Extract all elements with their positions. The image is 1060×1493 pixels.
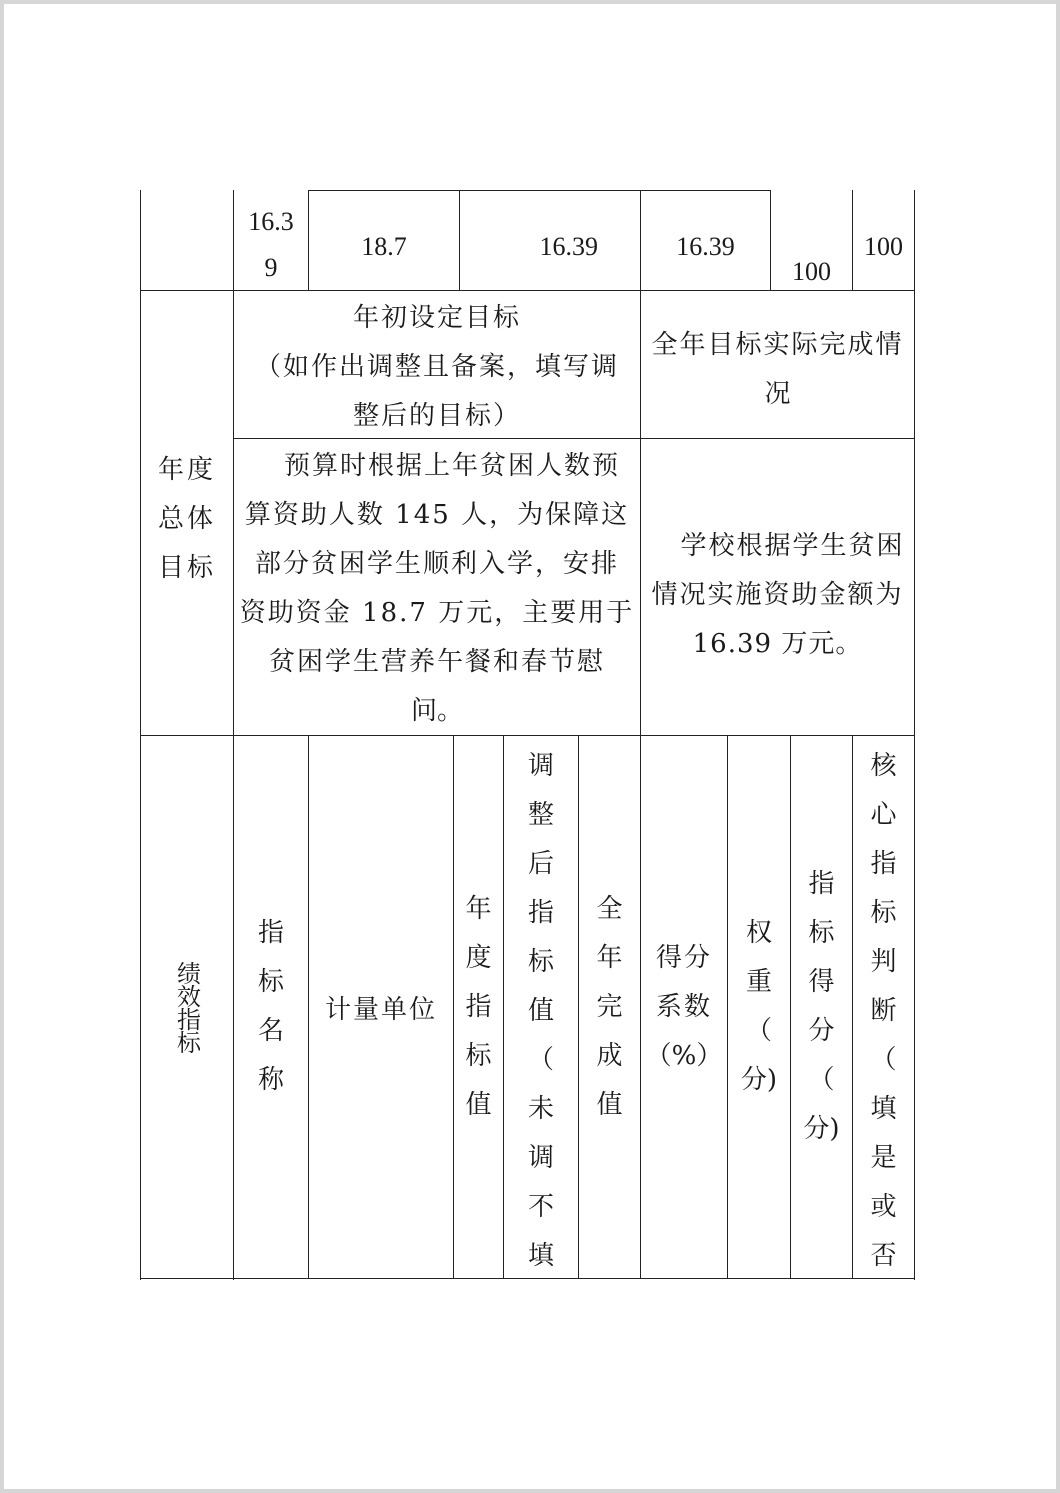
value-cell-4 xyxy=(641,191,770,291)
table-rule xyxy=(233,438,915,439)
value-1-line1: 16.3 xyxy=(248,207,294,236)
value-4: 16.39 xyxy=(676,232,735,261)
score-char-3: 得 xyxy=(808,967,835,997)
annual-actual-line2: 情况实施资助金额为 xyxy=(651,579,904,610)
value-5: 100 xyxy=(792,257,831,286)
annual-value-char-1: 年 xyxy=(465,893,492,924)
annual-label-line1: 年度 xyxy=(157,454,216,485)
value-3: 16.39 xyxy=(539,232,598,261)
annual-initial-line5: 贫困学生营养午餐和春节慰 xyxy=(268,647,605,677)
core-char-8: 填 xyxy=(870,1094,897,1124)
annual-target-actual-text xyxy=(641,520,914,670)
indicator-score-header xyxy=(791,736,852,1278)
annual-initial-line1: 预算时根据上年贫困人数预 xyxy=(283,451,620,481)
adjusted-char-11: 填 xyxy=(527,1241,554,1271)
annual-label-line3: 目标 xyxy=(157,552,216,583)
core-char-2: 心 xyxy=(870,800,897,830)
score-coefficient-header xyxy=(641,736,727,1278)
annual-actual-line3: 16.39 万元。 xyxy=(692,628,863,659)
completed-char-3: 完 xyxy=(596,991,623,1022)
initial-target-line2: （如作出调整且备案，填写调 xyxy=(254,351,619,382)
adjusted-char-4: 指 xyxy=(527,898,554,928)
completed-char-5: 值 xyxy=(596,1089,623,1120)
annual-value-char-5: 值 xyxy=(465,1089,492,1120)
value-cell-5 xyxy=(771,191,852,291)
annual-value-char-4: 标 xyxy=(465,1040,492,1071)
annual-actual-line1: 学校根据学生贫困 xyxy=(680,530,905,561)
value-cell-3 xyxy=(460,191,640,291)
value-1-line2: 9 xyxy=(264,253,278,282)
annual-label-line2: 总体 xyxy=(157,503,216,534)
core-char-11: 否 xyxy=(870,1241,897,1271)
weight-char-1: 权 xyxy=(745,918,772,948)
value-cell-6 xyxy=(853,191,914,291)
value-6: 100 xyxy=(864,232,903,261)
initial-target-header xyxy=(234,296,640,438)
actual-completion-line2: 况 xyxy=(764,379,791,409)
adjusted-char-7: （ xyxy=(527,1045,554,1075)
annual-initial-line3: 部分贫困学生顺利入学，安排 xyxy=(254,549,619,579)
core-char-4: 标 xyxy=(870,898,897,928)
annual-target-label xyxy=(141,444,233,594)
indicator-name-header xyxy=(234,736,308,1278)
score-char-4: 分 xyxy=(808,1016,835,1046)
coef-line2: 系数 xyxy=(655,991,712,1022)
annual-initial-line4: 资助资金 18.7 万元，主要用于 xyxy=(239,598,635,628)
coef-line1: 得分 xyxy=(655,942,712,973)
indicator-name-char-1: 指 xyxy=(257,918,284,948)
weight-char-3: （ xyxy=(745,1016,772,1046)
full-year-completion-header xyxy=(579,736,640,1278)
actual-completion-header xyxy=(641,320,914,420)
adjusted-char-8: 未 xyxy=(527,1094,554,1124)
adjusted-indicator-value-header xyxy=(504,742,578,1278)
initial-target-line3: 整后的目标） xyxy=(352,400,521,431)
indicator-name-char-3: 名 xyxy=(257,1016,284,1046)
adjusted-char-3: 后 xyxy=(527,849,554,879)
core-char-7: （ xyxy=(870,1045,897,1075)
core-char-6: 断 xyxy=(870,996,897,1026)
adjusted-char-9: 调 xyxy=(527,1143,554,1173)
annual-target-initial-text xyxy=(234,444,640,734)
value-cell-2 xyxy=(309,191,459,291)
score-char-6: 分) xyxy=(803,1114,840,1144)
measurement-unit-header xyxy=(309,736,453,1278)
weight-header xyxy=(728,736,790,1278)
value-cell-1 xyxy=(234,200,308,290)
indicator-name-char-2: 标 xyxy=(257,967,284,997)
core-char-9: 是 xyxy=(870,1143,897,1173)
core-char-1: 核 xyxy=(870,751,897,781)
completed-char-2: 年 xyxy=(596,942,623,973)
annual-initial-line2: 算资助人数 145 人，为保障这 xyxy=(244,500,630,530)
actual-completion-line1: 全年目标实际完成情 xyxy=(651,330,904,360)
core-char-10: 或 xyxy=(870,1192,897,1222)
annual-indicator-value-header xyxy=(454,736,503,1278)
performance-label: 绩效指标 xyxy=(172,961,201,1053)
annual-initial-line6: 问。 xyxy=(410,696,463,726)
weight-char-2: 重 xyxy=(745,967,772,997)
annual-value-char-2: 度 xyxy=(465,942,492,973)
core-char-5: 判 xyxy=(870,947,897,977)
completed-char-4: 成 xyxy=(596,1040,623,1071)
score-char-5: （ xyxy=(808,1065,835,1095)
completed-char-1: 全 xyxy=(596,893,623,924)
performance-indicator-label xyxy=(141,736,233,1278)
core-indicator-judgement-header xyxy=(853,742,914,1278)
score-char-2: 标 xyxy=(808,918,835,948)
annual-value-char-3: 指 xyxy=(465,991,492,1022)
measurement-unit: 计量单位 xyxy=(324,994,437,1025)
initial-target-line1: 年初设定目标 xyxy=(352,302,521,333)
adjusted-char-2: 整 xyxy=(527,800,554,830)
coef-line3: （%） xyxy=(645,1040,723,1071)
adjusted-char-1: 调 xyxy=(527,751,554,781)
adjusted-char-10: 不 xyxy=(527,1192,554,1222)
adjusted-char-6: 值 xyxy=(527,996,554,1026)
core-char-3: 指 xyxy=(870,849,897,879)
weight-char-4: 分) xyxy=(740,1065,778,1095)
adjusted-char-5: 标 xyxy=(527,947,554,977)
score-char-1: 指 xyxy=(808,869,835,899)
indicator-name-char-4: 称 xyxy=(257,1065,284,1095)
value-2: 18.7 xyxy=(361,232,407,261)
